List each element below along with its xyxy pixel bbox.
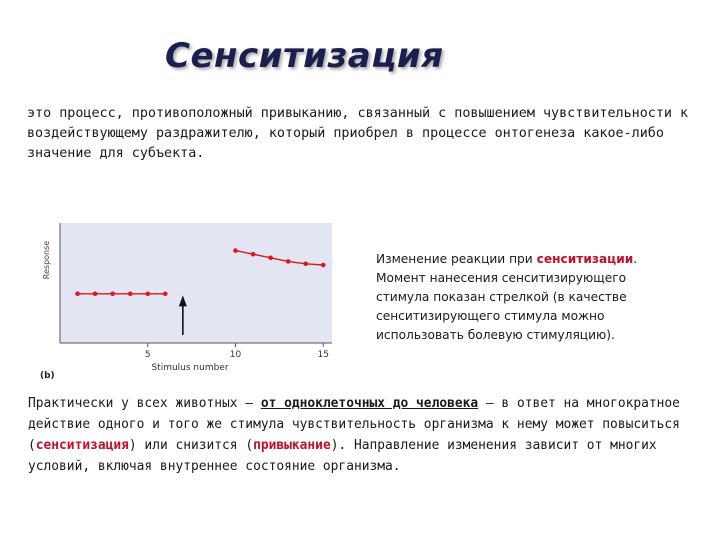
data-point bbox=[251, 252, 256, 257]
x-tick-label: 15 bbox=[317, 350, 329, 360]
summary-paragraph bbox=[28, 393, 718, 477]
summary-underlined: от одноклеточных до человека bbox=[260, 396, 479, 411]
data-point bbox=[128, 292, 133, 297]
summary-habituation: привыкание bbox=[253, 438, 331, 453]
figure-caption bbox=[376, 250, 676, 345]
data-point bbox=[286, 259, 291, 264]
plot-area bbox=[60, 223, 332, 343]
x-tick-label: 5 bbox=[144, 350, 151, 360]
summary-text-2: – в ответ на многократное действие одного и того же стимула чувствительность организма к нему может повыситься ( bbox=[28, 396, 680, 453]
chart-svg bbox=[40, 215, 340, 385]
caption-text-1: Изменение реакции при bbox=[376, 252, 537, 266]
data-point bbox=[163, 292, 168, 297]
x-tick-label: 10 bbox=[229, 350, 242, 360]
data-point bbox=[110, 292, 115, 297]
data-point bbox=[93, 292, 98, 297]
summary-text-3: ) или снизится ( bbox=[128, 438, 254, 453]
data-point bbox=[75, 292, 80, 297]
y-axis-label: Response bbox=[42, 240, 51, 280]
summary-text-4: ). Направление изменения зависит от многих условий, включая внутреннее состояние организма. bbox=[28, 438, 657, 474]
summary-sensitization: сенситизация bbox=[35, 438, 129, 453]
data-point bbox=[268, 256, 273, 261]
x-axis-label: Stimulus number bbox=[151, 363, 229, 373]
caption-text-2: . Момент нанесения сенситизирующего стимула показан стрелкой (в качестве сенситизирующего стимула можно использовать болевую стимуляцию). bbox=[376, 252, 638, 342]
data-point bbox=[145, 292, 150, 297]
summary-text-1: Практически у всех животных – bbox=[28, 396, 261, 411]
data-point bbox=[233, 248, 238, 253]
page-title: Сенситизация bbox=[165, 36, 444, 76]
sensitization-chart bbox=[40, 215, 340, 385]
caption-highlight: сенситизации bbox=[536, 252, 634, 266]
data-point bbox=[303, 262, 308, 267]
data-point bbox=[321, 263, 326, 268]
definition-text: это процесс, противоположный привыканию, связанный с повышением чувствительности к воздействующему раздражителю, который приобрел в процессе онтогенеза какое-либо значение для субъекта. bbox=[27, 106, 689, 161]
panel-label: (b) bbox=[40, 371, 55, 381]
